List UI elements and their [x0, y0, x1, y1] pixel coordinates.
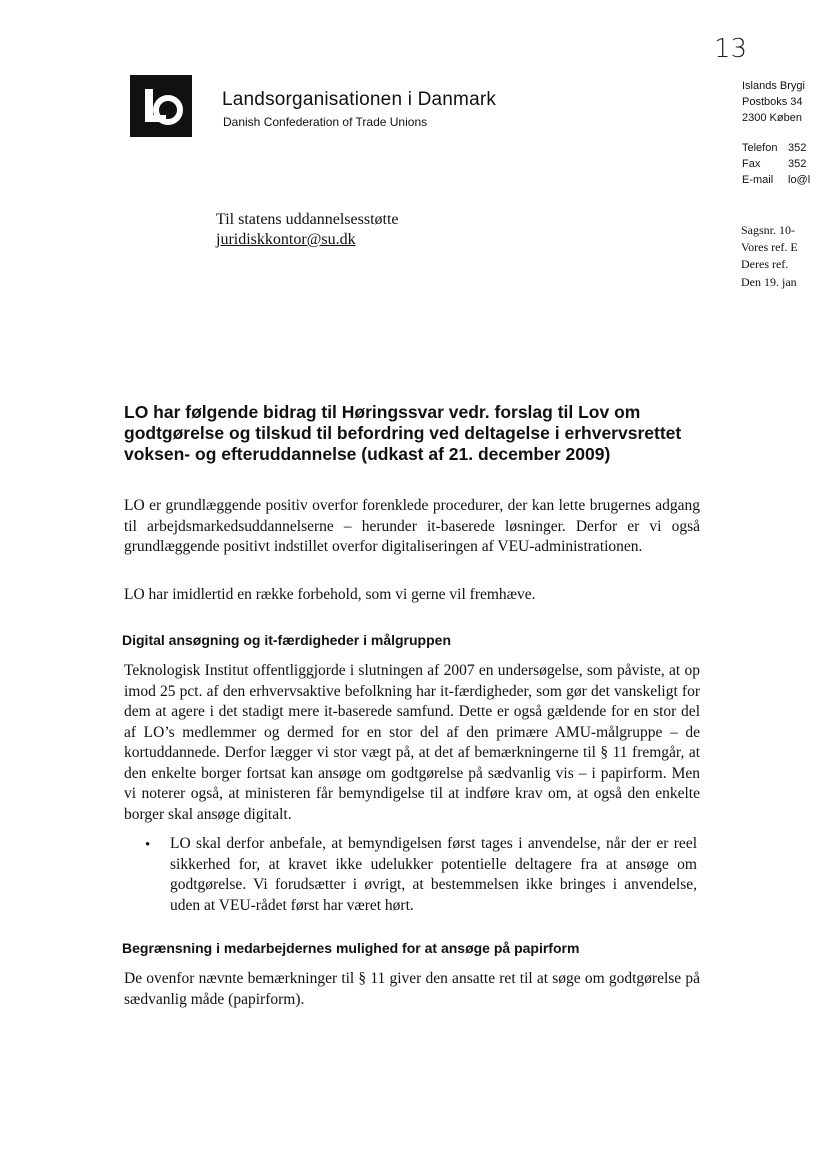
- recipient-name: Til statens uddannelsesstøtte: [216, 211, 399, 228]
- section-paragraph-papirform: De ovenfor nævnte bemærkninger til § 11 giver den ansatte ret til at søge om godtgørelse på sædvanlig måde (papirform).: [124, 970, 700, 1008]
- recipient-email-link[interactable]: juridiskkontor@su.dk: [216, 231, 356, 248]
- lo-logo-icon: [130, 75, 192, 137]
- address-line: Postboks 34: [742, 96, 803, 108]
- bullet-marker: •: [145, 837, 151, 853]
- email-value: lo@l: [788, 174, 811, 186]
- section-paragraph-digital: Teknologisk Institut offentliggjorde i slutningen af 2007 en undersøgelse, som påviste, at op imod 25 pct. af den erhvervsaktive befolkning har it-færdigheder, som gør det vanskeligt for dem at agere i det stadigt mere it-baserede samfund. Dette er også gældende for en stor del af LO’s medlemmer og dermed for en stor del af den primære AMU-målgruppe – de kortuddannede. Derfor lægger vi stor vægt på, at det af bemærkningerne til § 11 fremgår, at den enkelte borger fortsat kan ansøge om godtgørelse på sædvanlig vis – i papirform. Men vi noterer også, at ministeren får bemyndigelse til at indføre krav om, at også den enkelte borger skal ansøge digitalt.: [124, 662, 700, 823]
- ref-date: Den 19. jan: [741, 275, 797, 289]
- email-line: [742, 174, 810, 186]
- page-number: 13: [714, 34, 748, 64]
- telefon-value: 352: [788, 142, 807, 154]
- fax-line: [742, 158, 806, 170]
- section-heading-digital: Digital ansøgning og it-færdigheder i målgruppen: [122, 632, 451, 648]
- address-line: 2300 Køben: [742, 112, 802, 124]
- telefon-line: [742, 142, 806, 154]
- email-label: E-mail: [742, 174, 774, 186]
- org-name: Landsorganisationen i Danmark: [222, 89, 497, 110]
- ref-deres: Deres ref.: [741, 257, 789, 271]
- ref-sagsnr: Sagsnr. 10-: [741, 223, 795, 237]
- fax-label: Fax: [742, 158, 761, 170]
- org-subtitle: Danish Confederation of Trade Unions: [223, 115, 428, 129]
- telefon-label: Telefon: [742, 142, 778, 154]
- intro-paragraph: LO har imidlertid en række forbehold, som vi gerne vil fremhæve.: [124, 586, 536, 603]
- document-title: LO har følgende bidrag til Høringssvar vedr. forslag til Lov om godtgørelse og tilskud til befordring ved deltagelse i erhvervsrettet voksen- og efteruddannelse (udkast af 21. december 2009): [124, 402, 682, 464]
- ref-vores: Vores ref. E: [741, 240, 798, 254]
- bullet-item: LO skal derfor anbefale, at bemyndigelsen først tages i anvendelse, når der er reel sikkerhed for, at kravet ikke udelukker potentielle deltagere fra at ansøge om godtgørelse. Vi forudsætter i øvrigt, at bestemmelsen ikke bringes i anvendelse, uden at VEU-rådet først har været hørt.: [170, 835, 697, 914]
- address-line: Islands Brygi: [742, 80, 805, 92]
- intro-paragraph: LO er grundlæggende positiv overfor forenklede procedurer, der kan lette brugernes adgang til arbejdsmarkedsuddannelserne – herunder it-baserede løsninger. Derfor er vi også grundlæggende positivt indstillet overfor digitaliseringen af VEU-administrationen.: [124, 497, 700, 555]
- fax-value: 352: [788, 158, 807, 170]
- section-heading-papirform: Begrænsning i medarbejdernes mulighed for at ansøge på papirform: [122, 940, 580, 956]
